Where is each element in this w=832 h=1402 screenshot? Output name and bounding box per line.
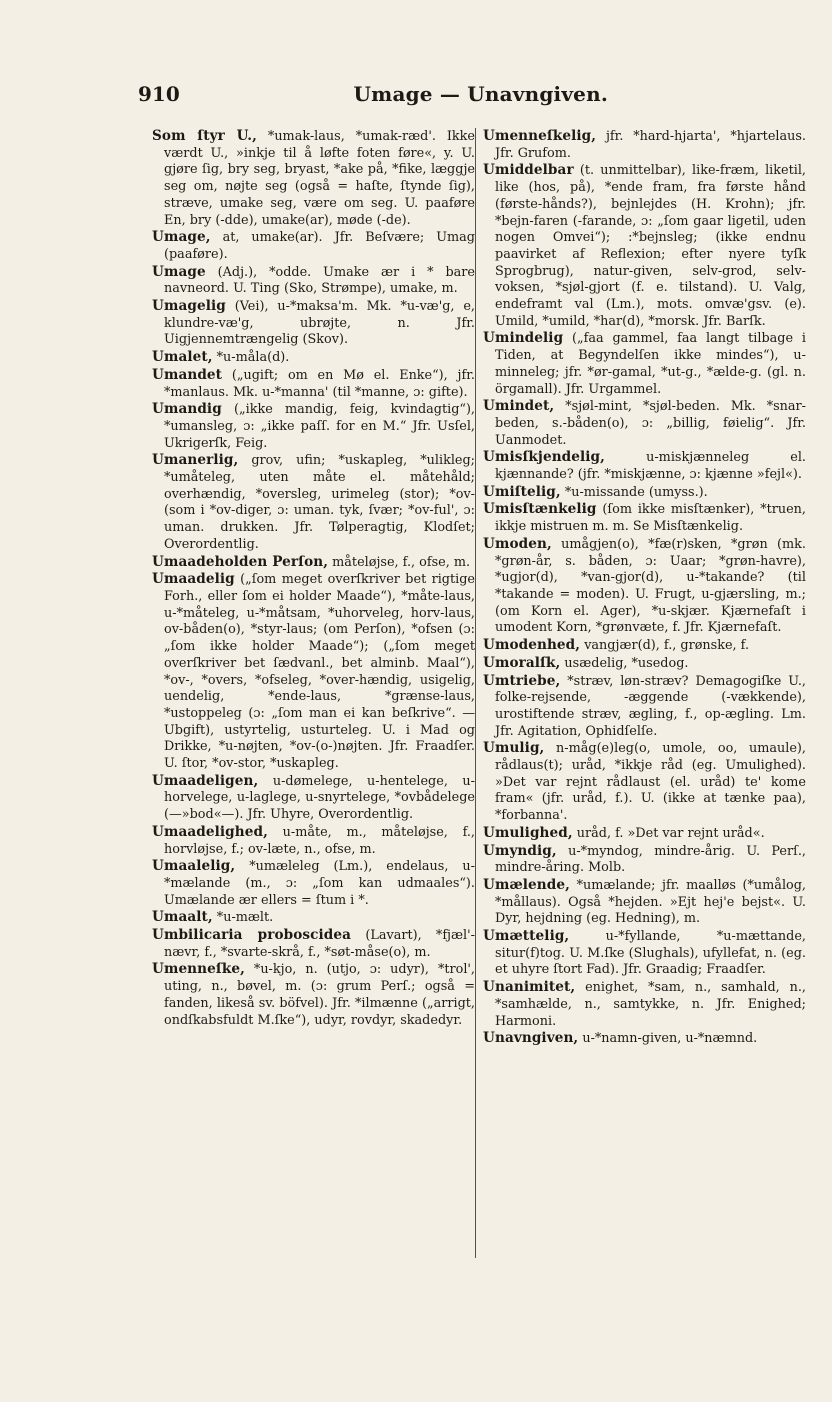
entry-headword: Umulighed, (483, 824, 573, 841)
dictionary-entry (152, 401, 475, 452)
dictionary-entry (152, 452, 475, 553)
dictionary-entry (483, 162, 806, 330)
entry-text: („faa gammel, faa langt tilbage i Tiden, at Begyndelſen ikke mindes“), u-minneleg; jfr. *ør-gamal, *ut-g., *ælde-g. (gl. n. örgamall). Jfr. Urgammel. (495, 331, 806, 397)
entry-headword: Umælende, (483, 876, 570, 893)
entry-headword: Umindet, (483, 398, 555, 415)
column-divider (475, 128, 476, 1258)
dictionary-entry (152, 229, 475, 263)
entry-headword: Umalet, (152, 349, 213, 366)
entry-text: („ſom meget overſkriver bet rigtige Forh., eller ſom ei holder Maade“), *måte-laus, u-*måteleg, u-*måtsam, *uhorveleg, horv-laus, ov-båden(o), *styr-laus; (om Perſon), *ofsen (ɔ: „ſom ikke holder Maade“); („ſom meget overſkriver bet ſædvanl., bet alminb. Maal“), *ov-, *overs, *ofseleg, *over-hændig, usigelig, uendelig, *ende-laus, *grænse-laus, *ustoppeleg (ɔ: „ſom man ei kan beſkrive“. — Ubgift), ustyrtelig, usturteleg. U. i Mad og Drikke, *u-nøjten, *ov-(o-)nøjten. Jfr. Fraadſer. U. ſtor, *ov-stor, *uskapleg. (164, 572, 475, 772)
entry-headword: Umaalt, (152, 909, 213, 926)
entry-text: umågjen(o), *fæ(r)sken, *grøn (mk. *grøn-år, s. båden, ɔ: Uaar; *grøn-havre), *ugjor(d), *van-gjor(d), u-*takande? (til *takande = moden). U. Frugt, u-gjærsling, m.; (om Korn el. Ager), *u-skjær. Kjærnefaſt i umodent Korn, *grønvæte, f. Jfr. Kjærnefaſt. (495, 536, 806, 636)
entry-text: *umælande; jfr. maalløs (*umålog, *mållaus). Også *hejden. »Ejt hej'e bejst«. U. Dyr, hejdning (eg. Hedning), m. (495, 877, 806, 927)
entry-headword: Umandig (152, 401, 222, 418)
entry-headword: Umandet (152, 366, 223, 383)
entry-headword: Umage (152, 263, 206, 280)
left-column (152, 128, 475, 1029)
entry-headword: Umodenhed, (483, 637, 581, 654)
entry-headword: Umenneſke, (152, 961, 245, 978)
entry-headword: Umaadeholden Perſon, (152, 553, 329, 570)
dictionary-entry (483, 877, 806, 928)
right-column (483, 128, 806, 1048)
dictionary-entry (483, 398, 806, 449)
entry-text: jfr. *hard-hjarta', *hjartelaus. Jfr. Grufom. (495, 129, 806, 161)
entry-text: („ikke mandig, feig, kvindagtig“), *umansleg, ɔ: „ikke paſſ. for en M.“ Jfr. Usſel, Ukrigerſk, Feig. (164, 402, 475, 451)
page-header (138, 82, 608, 112)
entry-text: („ugift; om en Mø el. Enke“), jfr. *manlaus. Mk. u-*manna' (til *manne, ɔ: gifte). (164, 367, 475, 400)
entry-text: *stræv, løn-stræv? Demagogiſke U., folke-rejsende, -æggende (-vækkende), urostiftende stræv, ægling, f., op-ægling. Lm. Jfr. Agitation, Ophidſelſe. (495, 673, 806, 739)
entry-text: *u-kjo, n. (utjo, ɔ: udyr), *trol', uting, n., bøvel, m. (ɔ: grum Perſ.; også = fanden, likeså sv. böfvel). Jfr. *ilmænne („arrigt, ondſkabsfuldt M.ſke“), udyr, rovdyr, skadedyr. (164, 962, 475, 1028)
dictionary-entry (483, 740, 806, 825)
entry-headword: Umagelig (152, 298, 226, 315)
dictionary-entry (152, 298, 475, 349)
entry-text: u-*fyllande, *u-mættande, situr(f)tog. U. M.ſke (Slughals), ufyllefat, n. (eg. et uhyre ſtort Fad). Jfr. Graadig; Fraadſer. (495, 929, 806, 978)
dictionary-entry (483, 484, 806, 502)
entry-headword: Umoralſk, (483, 654, 561, 671)
entry-headword: Umage, (152, 229, 211, 246)
entry-headword: Umiſtelig, (483, 483, 561, 500)
entry-text: *umæleleg (Lm.), endelaus, u-*mælande (m., ɔ: „ſom kan udmaales“). Umælande ær ellers = ſtum i *. (164, 859, 475, 908)
entry-text: *u-mælt. (212, 910, 274, 926)
entry-text: vangjær(d), f., grønske, f. (580, 638, 750, 654)
dictionary-entry (483, 825, 806, 843)
entry-headword: Som ſtyr U., (152, 128, 257, 144)
entry-headword: Unanimitet, (483, 979, 576, 996)
dictionary-entry (152, 367, 475, 401)
entry-text: uråd, f. »Det var rejnt uråd«. (572, 825, 765, 841)
entry-text: *u-måla(d). (212, 350, 290, 366)
entry-headword: Umoden, (483, 535, 552, 552)
dictionary-entry (152, 961, 475, 1029)
dictionary-entry (152, 824, 475, 858)
dictionary-entry (152, 909, 475, 927)
entry-text: *umak-laus, *umak-ræd'. Ikke værdt U., »inkje til å løfte foten føre«, y. U. gjøre ſig, bry seg, bryast, *ake på, *fike, læggje seg om, nøjte seg (også = haſte, ſtynde ſig), stræve, umake seg, være om seg. U. paaføre En, bry (-dde), umake(ar), møde (-de). (164, 129, 475, 228)
dictionary-entry (483, 536, 806, 637)
entry-text: enighet, *sam, n., samhald, n., *samhælde, n., samtykke, n. Jfr. Enighed; Harmoni. (495, 980, 806, 1029)
entry-text: u-dømelege, u-hentelege, u-horvelege, u-laglege, u-snyrtelege, *ovbådelege (—»bod«—). Jfr. Uhyre, Overordentlig. (164, 773, 475, 823)
entry-text: grov, ufin; *uskapleg, *ulikleg; *umåteleg, uten måte el. måtehåld; overhændig, *oversleg, urimeleg (stor); *ov- (som i *ov-diger, ɔ: uman. tyk, ſvær; *ov-ful', ɔ: uman. drukken. Jfr. Tølperagtig, Klodſet; Overordentlig. (164, 453, 475, 552)
entry-text: u-miskjænneleg el. kjænnande? (jfr. *miskjænne, ɔ: kjænne »fejl«). (495, 450, 806, 483)
entry-text: (Lavart), *fjæl'-nævr, f., *svarte-skrå, f., *søt-måse(o), m. (164, 928, 475, 960)
dictionary-entry (483, 1030, 806, 1048)
entry-headword: Umbilicaria proboscidea (152, 927, 352, 944)
dictionary-entry (483, 449, 806, 483)
entry-headword: Umisſtænkelig (483, 501, 597, 518)
entry-headword: Umtriebe, (483, 672, 561, 689)
entry-headword: Umaadelighed, (152, 823, 268, 840)
dictionary-entry (152, 128, 475, 229)
dictionary-entry (483, 637, 806, 655)
entry-headword: Umiddelbar (483, 162, 574, 179)
dictionary-entry (152, 927, 475, 961)
dictionary-entry (483, 501, 806, 535)
entry-text: *u-missande (umyss.). (560, 484, 708, 500)
dictionary-entry (152, 264, 475, 298)
dictionary-entry (152, 554, 475, 572)
entry-text: *sjøl-mint, *sjøl-beden. Mk. *snar-beden, s.-båden(o), ɔ: „billig, føielig“. Jfr. Uanmodet. (495, 399, 806, 448)
dictionary-entry (152, 349, 475, 367)
entry-headword: Umaadeligen, (152, 772, 259, 789)
entry-headword: Umindelig (483, 330, 564, 347)
entry-headword: Umanerlig, (152, 452, 239, 469)
entry-headword: Umættelig, (483, 928, 570, 945)
running-title: Umage — Unavngiven. (353, 82, 608, 106)
page-number: 910 (138, 82, 180, 106)
entry-text: u-*myndog, mindre-årig. U. Perſ., mindre-åring. Molb. (495, 843, 806, 876)
dictionary-entry (483, 979, 806, 1030)
dictionary-entry (152, 571, 475, 772)
dictionary-entry (483, 330, 806, 398)
entry-headword: Umaalelig, (152, 858, 236, 875)
entry-text: u-*namn-given, u-*næmnd. (578, 1031, 758, 1047)
entry-text: (Adj.), *odde. Umake ær i * bare navneord. U. Ting (Sko, Strømpe), umake, m. (164, 264, 475, 297)
entry-headword: Umisſkjendelig, (483, 449, 605, 466)
dictionary-entry (483, 128, 806, 162)
entry-headword: Umenneſkelig, (483, 128, 597, 144)
entry-text: (ſom ikke misſtænker), *truen, ikkje mistruen m. m. Se Misſtænkelig. (495, 502, 806, 535)
dictionary-entry (152, 773, 475, 824)
entry-text: u-måte, m., måteløjse, f., horvløjse, f.; ov-læte, n., ofse, m. (164, 824, 475, 857)
entry-text: n-måg(e)leg(o, umole, oo, umaule), rådlaus(t); uråd, *ikkje råd (eg. Umulighed). »Det var rejnt rådlaust (el. uråd) te' kome fram« (jfr. uråd, f.). U. (ikke at tænke paa), *forbanna'. (495, 741, 806, 824)
entry-headword: Unavngiven, (483, 1030, 579, 1047)
dictionary-entry (483, 843, 806, 877)
dictionary-entry (483, 673, 806, 741)
dictionary-entry (483, 655, 806, 673)
entry-text: at, umake(ar). Jfr. Beſvære; Umag (paaføre). (164, 230, 475, 262)
dictionary-entry (483, 928, 806, 979)
entry-text: (t. unmittelbar), like-fræm, liketil, like (hos, på), *ende fram, fra første hånd (første-hånds?), bejnlejdes (H. Krohn); jfr. *bejn-faren (-farande, ɔ: „ſom gaar ligetil, uden nogen Omvei“); :*bejnsleg; (ikke endnu paavirket af Reflexion; efter nyere tyſk Sprogbrug), natur-given, selv-grod, selv-voksen, *sjøl-gjort (f. e. tilstand). U. Valg, endeframt val (Lm.), mots. omvæ'gsv. (e). Umild, *umild, *har(d), *morsk. Jfr. Barſk. (495, 163, 806, 329)
dictionary-entry (152, 858, 475, 909)
entry-text: usædelig, *usedog. (560, 655, 689, 671)
entry-text: (Vei), u-*maksa'm. Mk. *u-væ'g, e, klundre-væ'g, ubrøjte, n. Jfr. Uigjennemtrængelig (Skov). (164, 299, 475, 348)
entry-headword: Umyndig, (483, 842, 557, 859)
entry-text: måteløjse, f., ofse, m. (328, 554, 471, 570)
entry-headword: Umaadelig (152, 571, 235, 588)
entry-headword: Umulig, (483, 740, 545, 757)
